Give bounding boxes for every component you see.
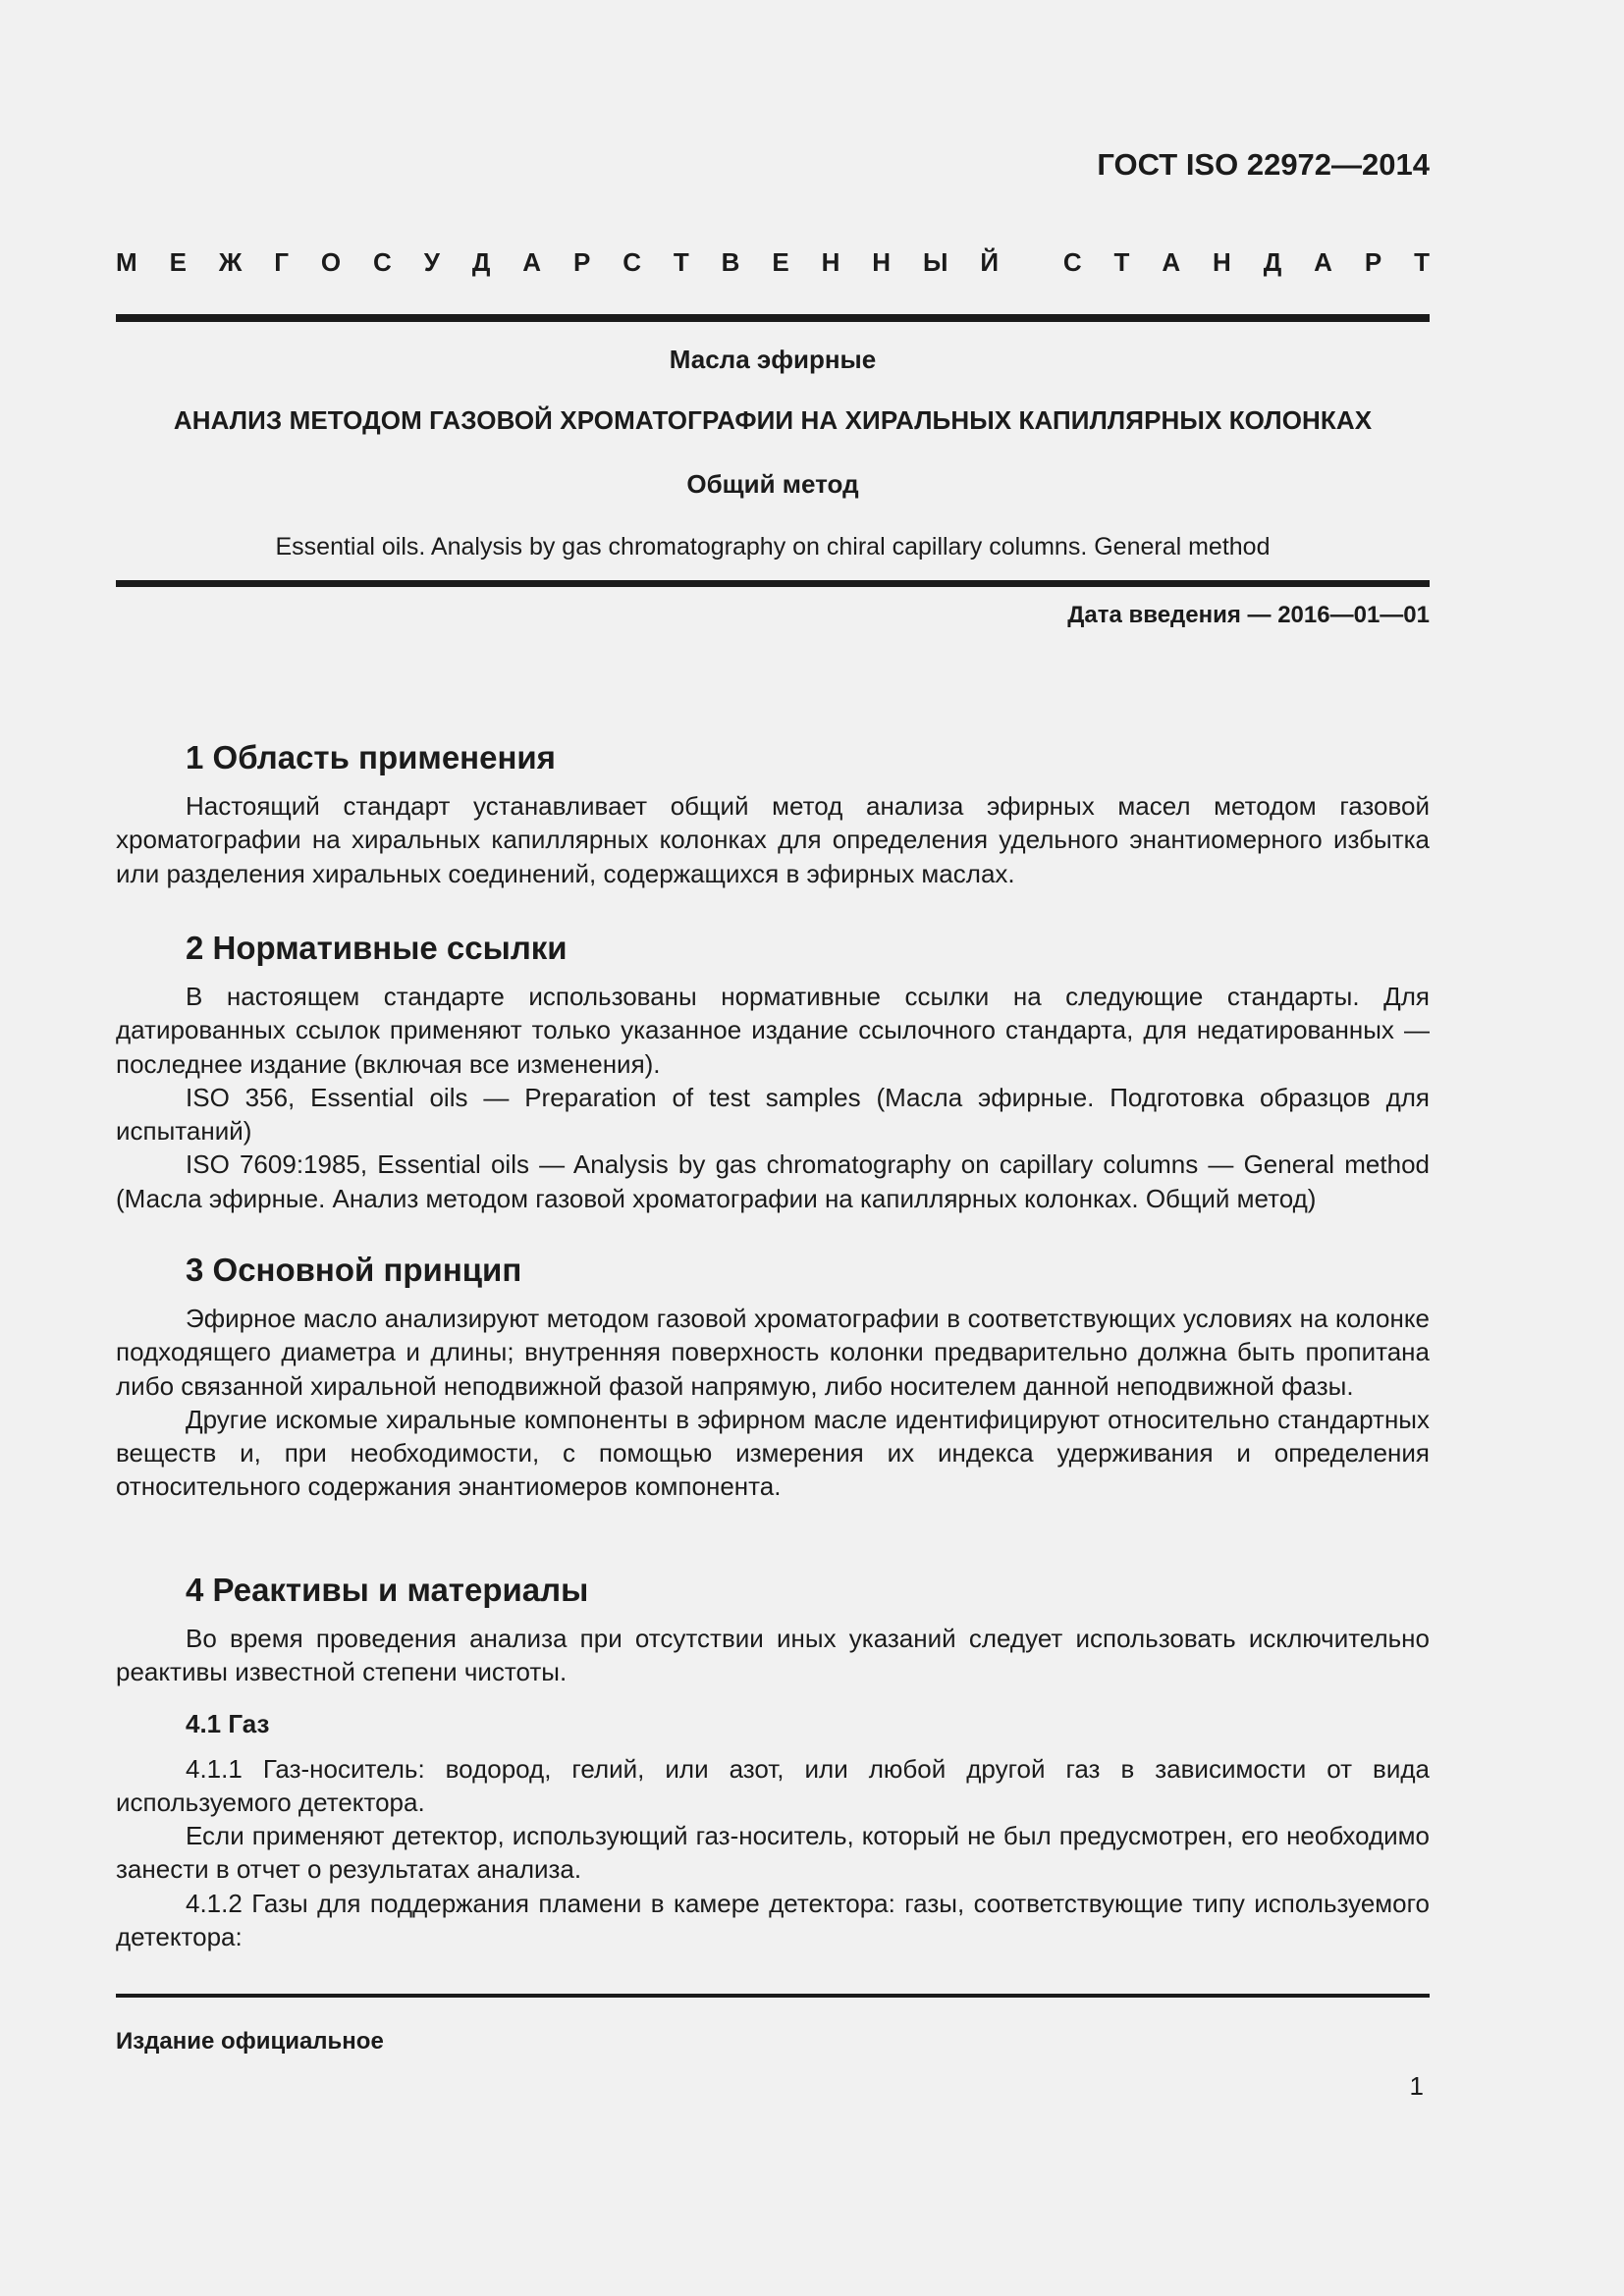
reference-item: ISO 7609:1985, Essential oils — Analysis by gas chromatography on capillary columns — General method (Масла эфирные. Анализ методом газовой хроматографии на капиллярных колонках. Общий метод) — [116, 1149, 1430, 1213]
title-pretitle: Масла эфирные — [669, 345, 877, 374]
heading-letter: А — [1314, 247, 1332, 277]
heading-letter: Р — [1364, 247, 1382, 277]
section-paragraph: Если применяют детектор, использующий газ-носитель, который не был предусмотрен, его необходимо занести в отчет о результатах анализа. — [116, 1821, 1430, 1885]
heading-letter: Н — [821, 247, 840, 277]
official-edition-label: Издание официальное — [116, 2028, 384, 2055]
heading-letter: Е — [772, 247, 789, 277]
reference-item: ISO 356, Essential oils — Preparation of test samples (Масла эфирные. Подготовка образцов для испытаний) — [116, 1082, 1430, 1147]
heading-letter: С — [623, 247, 641, 277]
heading-letter: Т — [1113, 247, 1130, 277]
heading-letter: У — [423, 247, 440, 277]
section-heading: 3 Основной принцип — [186, 1252, 522, 1288]
heading-letter: Д — [1263, 247, 1282, 277]
title-divider — [116, 580, 1430, 587]
heading-letter: А — [522, 247, 542, 277]
heading-letter: О — [320, 247, 342, 277]
heading-letter: Т — [1414, 247, 1430, 277]
interstate-standard-heading — [116, 247, 1430, 287]
document-number: ГОСТ ISO 22972—2014 — [1097, 147, 1430, 182]
heading-letter: С — [1062, 247, 1082, 277]
page-number: 1 — [1409, 2071, 1424, 2101]
section-paragraph: Другие искомые хиральные компоненты в эфирном масле идентифицируют относительно стандартных веществ и, при необходимости, с помощью измерения их индекса удерживания и определения относительного содержания энантиомеров компонента. — [116, 1404, 1430, 1502]
section-paragraph: Эфирное масло анализируют методом газовой хроматографии в соответствующих условиях на колонке подходящего диаметра и длины; внутренняя поверхность колонки предварительно должна быть пропитана либо связанной хиральной неподвижной фазой напрямую, либо носителем данной неподвижной фазы. — [116, 1304, 1430, 1401]
section-2 — [116, 927, 1430, 1215]
introduction-date: Дата введения — 2016—01—01 — [1067, 602, 1430, 628]
top-divider — [116, 314, 1430, 322]
heading-letter: Й — [980, 247, 1000, 277]
footer-divider — [116, 1994, 1430, 1998]
subsection-heading: 4.1 Газ — [186, 1708, 270, 1738]
section-1 — [116, 736, 1430, 890]
heading-letter: Г — [274, 247, 289, 277]
heading-letter: А — [1162, 247, 1181, 277]
heading-letter: Ж — [218, 247, 243, 277]
heading-letter: Н — [872, 247, 892, 277]
heading-letter: Ы — [922, 247, 948, 277]
heading-letter: Е — [169, 247, 187, 277]
heading-letter: С — [373, 247, 392, 277]
section-paragraph: Настоящий стандарт устанавливает общий метод анализа эфирных масел методом газовой хроматографии на хиральных капиллярных колонках для определения удельного энантиомерного избытка или разделения хиральных соединений, содержащихся в эфирных маслах. — [116, 791, 1430, 888]
heading-letter: Н — [1213, 247, 1231, 277]
section-paragraph: 4.1.1 Газ-носитель: водород, гелий, или азот, или любой другой газ в зависимости от вида используемого детектора. — [116, 1753, 1430, 1817]
title-english: Essential oils. Analysis by gas chromatography on chiral capillary columns. General method — [275, 533, 1271, 561]
heading-letter: В — [721, 247, 740, 277]
section-3 — [116, 1249, 1430, 1504]
heading-letter: Т — [673, 247, 689, 277]
title-subtitle: Общий метод — [686, 469, 859, 499]
section-paragraph: 4.1.2 Газы для поддержания пламени в камере детектора: газы, соответствующие типу используемого детектора: — [116, 1888, 1430, 1952]
section-4 — [116, 1569, 1430, 1953]
section-heading: 1 Область применения — [186, 739, 556, 775]
section-paragraph: В настоящем стандарте использованы нормативные ссылки на следующие стандарты. Для датированных ссылок применяют только указанное издание ссылочного стандарта, для недатированных — последнее издание (включая все изменения). — [116, 982, 1430, 1079]
heading-letter: М — [116, 247, 137, 277]
heading-letter: Д — [471, 247, 491, 277]
section-heading: 2 Нормативные ссылки — [186, 930, 568, 966]
heading-letter: Р — [572, 247, 591, 277]
section-heading: 4 Реактивы и материалы — [186, 1572, 589, 1608]
section-paragraph: Во время проведения анализа при отсутствии иных указаний следует использовать исключительно реактивы известной степени чистоты. — [116, 1624, 1430, 1687]
title-main: АНАЛИЗ МЕТОДОМ ГАЗОВОЙ ХРОМАТОГРАФИИ НА ХИРАЛЬНЫХ КАПИЛЛЯРНЫХ КОЛОНКАХ — [173, 405, 1373, 435]
